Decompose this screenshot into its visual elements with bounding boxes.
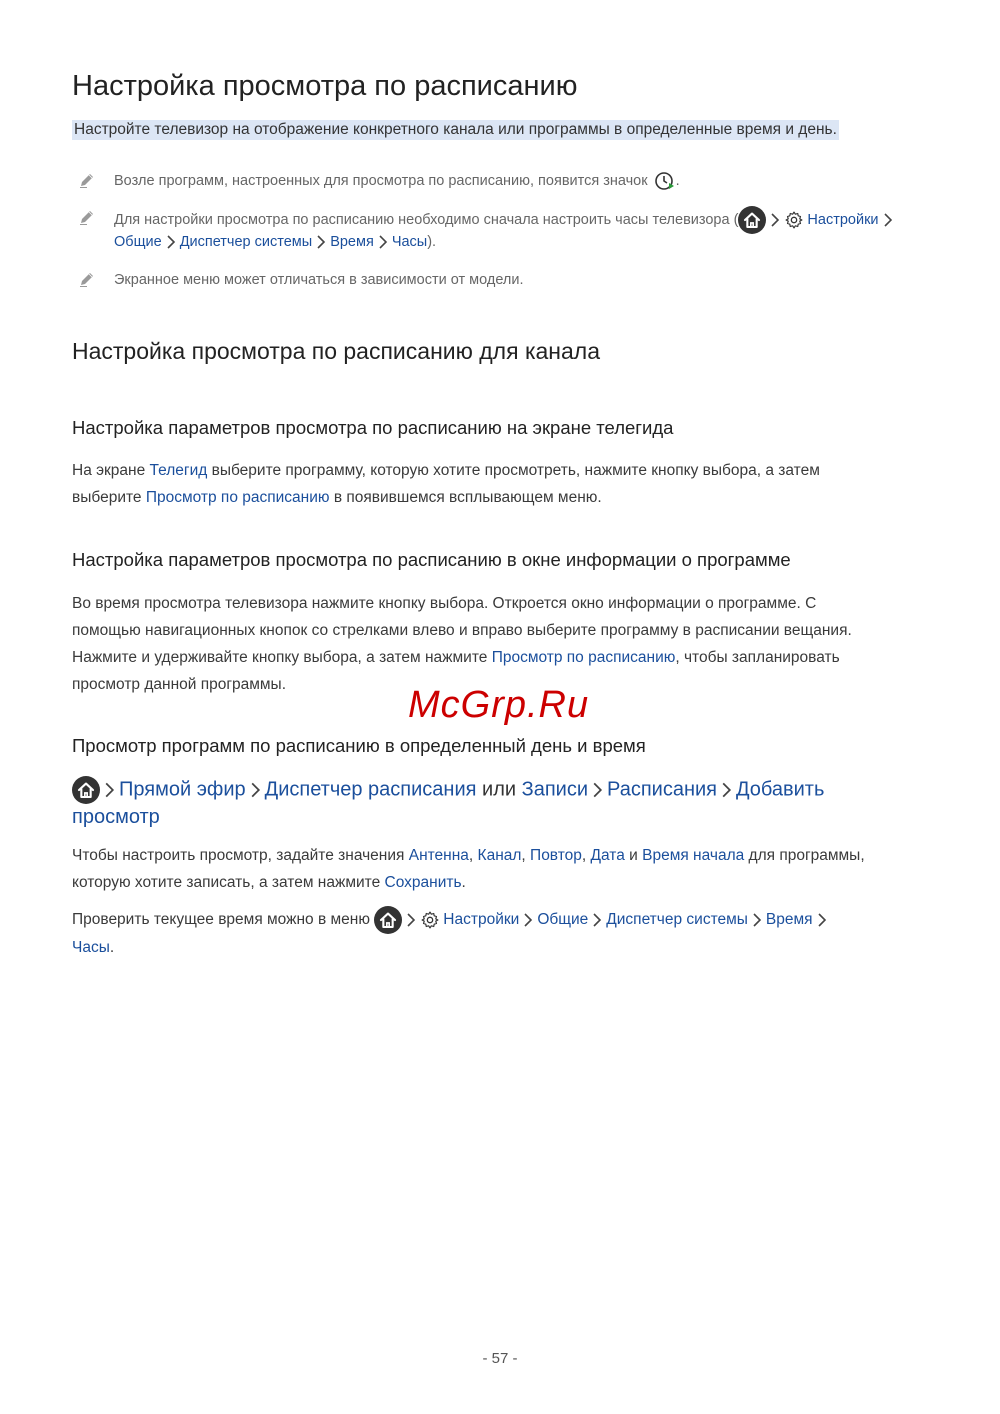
- text-run: .: [109, 939, 115, 956]
- menu-system-manager: Диспетчер системы: [606, 911, 748, 929]
- text-run: .: [461, 874, 466, 891]
- term-channel: Канал: [477, 847, 522, 864]
- text-line: Во время просмотра телевизора нажмите кнопку выбора. Откроется окно информации о программе. С: [72, 595, 817, 612]
- chevron-right-icon: [250, 781, 261, 799]
- text-run: ,: [521, 847, 531, 864]
- subsection-title-guide: Настройка параметров просмотра по расписанию на экране телегида: [72, 417, 674, 438]
- chevron-right-icon: [721, 781, 732, 799]
- menu-settings: Настройки: [443, 911, 520, 929]
- menu-time: Время: [765, 911, 813, 929]
- pencil-icon: [78, 208, 96, 226]
- chevron-right-icon: [817, 912, 827, 928]
- text-run: выберите: [72, 489, 146, 506]
- term-schedule-viewing: Просмотр по расписанию: [145, 489, 330, 506]
- note-2-text: Для настройки просмотра по расписанию необходимо сначала настроить часы телевизора (: [114, 211, 739, 228]
- text-run: ,: [581, 847, 591, 864]
- text-line: просмотр данной программы.: [72, 676, 287, 693]
- menu-system-manager: Диспетчер системы: [179, 234, 313, 250]
- menu-recordings: Записи: [521, 778, 589, 801]
- term-guide: Телегид: [149, 462, 208, 479]
- term-repeat: Повтор: [530, 847, 582, 864]
- pencil-icon: [78, 270, 96, 288]
- gear-icon: [420, 910, 440, 930]
- paragraph-setup: [72, 842, 865, 896]
- gear-icon: [784, 210, 804, 230]
- note-2-end: ).: [427, 234, 437, 250]
- chevron-right-icon: [883, 212, 893, 228]
- chevron-right-icon: [406, 912, 416, 928]
- chevron-right-icon: [104, 781, 115, 799]
- text-run: Нажмите и удерживайте кнопку выбора, а затем нажмите: [72, 649, 492, 666]
- chevron-right-icon: [770, 212, 780, 228]
- menu-clock: Часы: [72, 939, 110, 956]
- note-2-line-2: [114, 230, 436, 254]
- text-run: ,: [468, 847, 478, 864]
- note-3-text: Экранное меню может отличаться в зависимости от модели.: [114, 272, 524, 288]
- menu-add-viewing-cont: просмотр: [72, 806, 160, 828]
- chevron-right-icon: [378, 234, 388, 250]
- text-run: для программы,: [744, 847, 865, 864]
- menu-settings: Настройки: [807, 211, 879, 228]
- chevron-right-icon: [592, 781, 603, 799]
- text-run: На экране: [72, 462, 150, 479]
- chevron-right-icon: [592, 912, 602, 928]
- menu-time: Время: [330, 234, 374, 250]
- paragraph-info: [72, 590, 852, 698]
- text-run: и: [624, 847, 643, 864]
- menu-live-tv: Прямой эфир: [119, 778, 246, 801]
- home-icon: [374, 906, 402, 934]
- text-run: Чтобы настроить просмотр, задайте значения: [72, 847, 409, 864]
- text-run: Проверить текущее время можно в меню: [72, 911, 375, 929]
- note-1: [114, 169, 680, 193]
- pencil-icon: [78, 171, 96, 189]
- text-line: помощью навигационных кнопок со стрелками влево и вправо выберите программу в расписании вещания.: [72, 622, 852, 639]
- text-run: в появившемся всплывающем меню.: [329, 489, 602, 506]
- menu-path: [72, 776, 824, 831]
- menu-general: Общие: [114, 234, 162, 250]
- chevron-right-icon: [752, 912, 762, 928]
- intro-text: Настройте телевизор на отображение конкретного канала или программы в определенные время и день.: [74, 121, 837, 138]
- home-icon: [738, 206, 766, 234]
- term-schedule-viewing: Просмотр по расписанию: [491, 649, 676, 666]
- clock-schedule-icon: [654, 170, 676, 192]
- note-3: [114, 268, 524, 292]
- page-number: - 57 -: [482, 1350, 518, 1367]
- note-1-end: .: [675, 173, 680, 189]
- watermark: McGrp.Ru: [408, 684, 590, 726]
- chevron-right-icon: [166, 234, 176, 250]
- chevron-right-icon: [316, 234, 326, 250]
- page-title: Настройка просмотра по расписанию: [72, 70, 578, 102]
- subsection-title-day-time: Просмотр программ по расписанию в определенный день и время: [72, 735, 646, 756]
- menu-general: Общие: [537, 911, 589, 929]
- text-run: , чтобы запланировать: [675, 649, 840, 666]
- subsection-title-info: Настройка параметров просмотра по расписанию в окне информации о программе: [72, 549, 791, 570]
- paragraph-check-time: [72, 906, 831, 961]
- chevron-right-icon: [523, 912, 533, 928]
- menu-clock: Часы: [391, 234, 428, 250]
- home-icon: [72, 776, 100, 804]
- menu-schedules: Расписания: [607, 778, 717, 801]
- term-antenna: Антенна: [408, 847, 469, 864]
- paragraph-guide: [72, 457, 820, 511]
- note-1-text: Возле программ, настроенных для просмотра по расписанию, появится значок: [114, 173, 648, 189]
- section-title: Настройка просмотра по расписанию для канала: [72, 338, 601, 364]
- menu-schedule-manager: Диспетчер расписания: [264, 778, 477, 801]
- term-date: Дата: [590, 847, 625, 864]
- text-run: выберите программу, которую хотите просмотреть, нажмите кнопку выбора, а затем: [207, 462, 820, 479]
- text-run: или: [476, 778, 522, 801]
- text-run: которую хотите записать, а затем нажмите: [72, 874, 385, 891]
- menu-add-viewing: Добавить: [736, 778, 825, 801]
- term-save: Сохранить: [384, 874, 462, 891]
- term-start-time: Время начала: [642, 847, 745, 864]
